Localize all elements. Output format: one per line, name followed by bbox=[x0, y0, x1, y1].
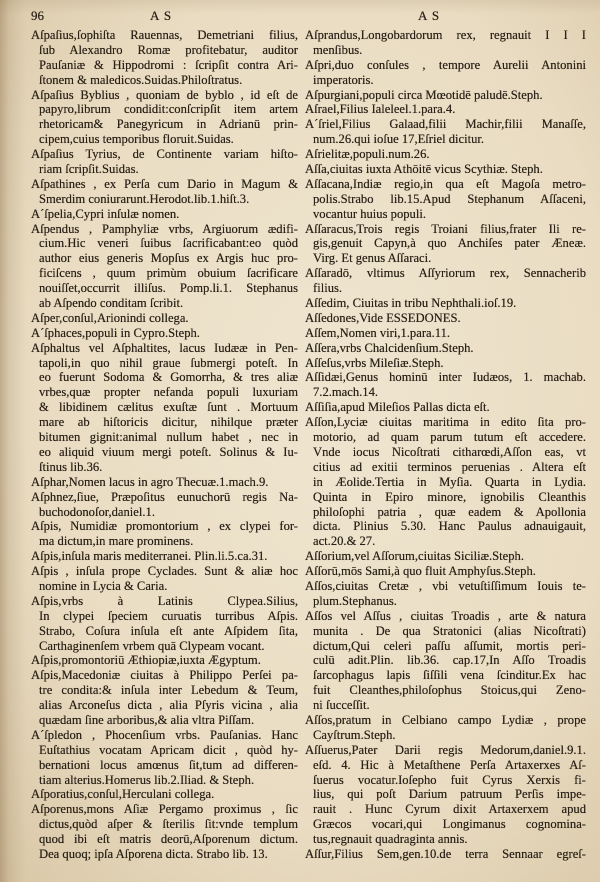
entry-line: Strabo, Coſura inſula eſt ante Aſpidem ſita, bbox=[39, 623, 298, 638]
entry-line: ma dictum,in mare prominens. bbox=[39, 534, 194, 549]
dictionary-entry bbox=[305, 311, 586, 326]
entry-line: in Æolide.Tertia in Myſia. Quarta in Lydia. bbox=[313, 474, 586, 489]
entry-line: vocantur huius populi. bbox=[313, 206, 426, 221]
entry-line: num.26.qui ioſue 17,Eſriel dicitur. bbox=[313, 132, 485, 147]
entry-headline: Aſpaſius,ſophiſta Rauennas, Demetriani filius, bbox=[31, 28, 298, 42]
entry-line: lius, qui poſt Darium patruum Perſis impe- bbox=[313, 787, 586, 802]
entry-line: ſuerus vocatur.Ioſepho fuit Cyrus Xerxis fi- bbox=[313, 772, 586, 787]
dictionary-entry bbox=[31, 594, 298, 654]
dictionary-entry bbox=[31, 653, 298, 668]
entry-line: Cayſtrum.Steph. bbox=[313, 727, 396, 742]
entry-headline: Aſporatius,conſul,Herculani collega. bbox=[31, 787, 215, 802]
entry-headline: Aſrielitæ,populi.num.26. bbox=[305, 147, 430, 162]
entry-line: polis.Strabo lib.15.Apud Stephanum Aſſaceni, bbox=[313, 191, 586, 206]
entry-headline: Aſſos vel Aſſus , ciuitas Troadis , arte & natura bbox=[305, 608, 586, 623]
dictionary-entry bbox=[31, 311, 298, 326]
dictionary-entry bbox=[305, 370, 586, 400]
entry-line: rauit . Hunc Cyrum dixit Artaxerxem apud bbox=[313, 802, 586, 817]
entry-line: mare ab hiſtoricis dicitur, nihilque præter bbox=[39, 415, 298, 430]
dictionary-entry bbox=[31, 326, 298, 341]
dictionary-entry bbox=[305, 579, 586, 609]
entry-line: Euſtathius vocatam Apricam dicit , quòd hy- bbox=[39, 742, 298, 757]
entry-line: quædam ſine arboribus,& alia vltra Piſſam. bbox=[39, 712, 255, 727]
entry-line: tapoli,in quo nihil graue ſubmergi poteſt. In bbox=[39, 355, 298, 370]
dictionary-entry bbox=[31, 177, 298, 207]
entry-headline: Aſſedones,Vide ESSEDONES. bbox=[305, 310, 461, 325]
entry-line: fuit Cleanthes,philoſophus Stoicus,qui Zeno- bbox=[313, 683, 586, 698]
dictionary-entry bbox=[305, 162, 586, 177]
entry-line: tiam alterius.Homerus lib.2.Iliad. & Steph. bbox=[39, 772, 255, 787]
dictionary-entry bbox=[305, 326, 586, 341]
entry-line: Pauſaniæ & Hippodromi : ſcripſit contra Ari- bbox=[39, 57, 298, 72]
entry-line: tus,regnauit quadraginta annis. bbox=[313, 832, 468, 847]
entry-line: papyro,librum condidit:conſcripſit item artem bbox=[39, 102, 298, 117]
running-head-left: A S bbox=[150, 8, 173, 23]
entry-line: ſarcophagus lapis ſiſſili vena ſcinditur.Ex hac bbox=[313, 668, 586, 683]
dictionary-entry bbox=[305, 400, 586, 415]
entry-headline: Aſſon,Lyciæ ciuitas maritima in edito ſita pro- bbox=[305, 415, 586, 430]
dictionary-entry bbox=[31, 728, 298, 788]
dictionary-entry bbox=[305, 222, 586, 267]
dictionary-entry bbox=[305, 147, 586, 162]
running-head-right: A S bbox=[418, 8, 441, 23]
dictionary-entry bbox=[31, 475, 298, 490]
entry-line: gis,genuit Capyn,à quo Anchiſes pater Æneæ. bbox=[313, 236, 586, 251]
entry-line: menſibus. bbox=[313, 42, 363, 57]
entry-line: ſub Alexandro Romæ profitebatur, auditor bbox=[39, 42, 298, 57]
entry-headline: Aſſorū,mōs Sami,à quo fluit Amphyſus.Steph. bbox=[305, 564, 536, 579]
entry-headline: Aſpis, Numidiæ promontorium , ex clypei for- bbox=[31, 519, 298, 534]
entry-line: dictum,Qui celeri paſſu aſſumit, mortis peri- bbox=[313, 638, 586, 653]
dictionary-entry bbox=[305, 341, 586, 356]
entry-line: Dea quoq; ipſa Aſporena dicta. Strabo lib. 13. bbox=[39, 846, 268, 861]
entry-headline: Aſrael,Filius Ialeleel.1.para.4. bbox=[305, 102, 456, 117]
dictionary-entry bbox=[31, 88, 298, 148]
dictionary-entry bbox=[305, 88, 586, 103]
entry-headline: Aſpis , inſula prope Cyclades. Sunt & aliæ hoc bbox=[31, 564, 298, 579]
entry-headline: Aſpaſius Byblius , quoniam de byblo , id eſt de bbox=[31, 87, 298, 102]
entry-line: In clypei ſpeciem curuatis turribus Aſpis. bbox=[39, 608, 298, 623]
entry-line: ſtonem & maledicos.Suidas.Philoſtratus. bbox=[39, 72, 243, 87]
entry-line: riam ſcripſit.Suidas. bbox=[39, 162, 139, 177]
entry-headline: Aſper,conſul,Arionindi collega. bbox=[31, 310, 189, 325]
dictionary-entry bbox=[305, 28, 586, 58]
entry-line: eo fuerunt Sodoma & Gomorrha, & tres aliæ bbox=[39, 370, 298, 385]
entry-line: & libidinem cælitus exuſtæ ſunt . Mortuum bbox=[39, 400, 298, 415]
entry-line: bernationi locus amœnus ſit,tum ad differen- bbox=[39, 757, 298, 772]
dictionary-entry bbox=[305, 564, 586, 579]
dictionary-entry bbox=[31, 147, 298, 177]
entry-headline: Aſſuerus,Pater Darii regis Medorum,daniel.9.1. bbox=[305, 742, 586, 757]
dictionary-entry bbox=[31, 222, 298, 311]
entry-headline: A´ſpledon , Phocenſium vrbs. Pauſanias. Hanc bbox=[31, 727, 298, 742]
entry-line: eſd. 4. Hic à Metaſthene Perſa Artaxerxes Aſ- bbox=[313, 757, 586, 772]
dictionary-entry bbox=[305, 117, 586, 147]
entry-line: dictus,quòd aſper & ſterilis ſit:vnde templum bbox=[39, 817, 298, 832]
entry-headline: Aſſos,pratum in Celbiano campo Lydiæ , prope bbox=[305, 712, 586, 727]
entry-line: Græcos vocari,qui Longimanus cognomina- bbox=[313, 817, 586, 832]
entry-headline: Aſſidæi,Genus hominū inter Iudæos, 1. machab. bbox=[305, 370, 586, 385]
dictionary-entry bbox=[305, 266, 586, 296]
entry-line: eo aliquid viuum mergi poteſt. Solinus & Iu- bbox=[39, 444, 298, 459]
dictionary-entry bbox=[31, 341, 298, 475]
entry-headline: Aſpis,vrbs à Latinis Clypea.Silius, bbox=[31, 593, 298, 608]
entry-headline: Aſpis,promontoriū Æthiopiæ,iuxta Ægyptum. bbox=[31, 653, 261, 668]
dictionary-entry bbox=[305, 847, 586, 862]
entry-line: Smerdim coniurarunt.Herodot.lib.1.hiſt.3. bbox=[39, 191, 250, 206]
entry-headline: Aſſaracus,Trois regis Troiani filius,frater Ili re- bbox=[305, 221, 586, 236]
entry-line: culū adit.Plin. lib.36. cap.17,In Aſſo Troadis bbox=[313, 653, 586, 668]
entry-line: 7.2.mach.14. bbox=[313, 385, 379, 400]
entry-line: Carthaginenſem vrbem quā Clypeam vocant. bbox=[39, 638, 265, 653]
entry-headline: Aſpis,inſula maris mediterranei. Plin.li.5.ca.31. bbox=[31, 549, 268, 564]
entry-headline: Aſſorium,vel Aſſorum,ciuitas Siciliæ.Steph. bbox=[305, 549, 524, 564]
entry-headline: Aſſur,Filius Sem,gen.10.de terra Sennaar egreſ- bbox=[305, 846, 586, 861]
entry-headline: Aſpri,duo conſules , tempore Aurelii Antonini bbox=[305, 57, 586, 72]
entry-headline: Aſphaltus vel Aſphaltites, lacus Iudææ in Pen- bbox=[31, 340, 298, 355]
dictionary-entry bbox=[305, 415, 586, 549]
dictionary-entry bbox=[305, 102, 586, 117]
entry-line: buchodonoſor,daniel.1. bbox=[39, 504, 155, 519]
dictionary-entry bbox=[305, 58, 586, 88]
entry-line: philoſophi patria , quæ eadem & Apollonia bbox=[313, 504, 586, 519]
dictionary-entry bbox=[305, 549, 586, 564]
entry-line: imperatoris. bbox=[313, 72, 374, 87]
entry-headline: Aſphnez,ſiue, Præpoſitus eunuchorū regis Na- bbox=[31, 489, 298, 504]
dictionary-entry bbox=[31, 564, 298, 594]
entry-line: ab Aſpendo conditam ſcribit. bbox=[39, 296, 184, 311]
entry-line: ficiſcens , quum primùm obuium ſacrificare bbox=[39, 266, 298, 281]
entry-headline: Aſpaſius Tyrius, de Continente variam hiſto- bbox=[31, 147, 298, 162]
entry-line: dicta. Plinius 5.30. Hanc Paulus adnauigauit, bbox=[313, 519, 586, 534]
dictionary-entry bbox=[305, 713, 586, 743]
entry-line: nouiſſet,occurrit illiſus. Pomp.li.1. Stephanus bbox=[39, 281, 298, 296]
entry-line: munita . De qua Stratonici (alias Nicoſtrati) bbox=[313, 623, 586, 638]
entry-headline: A´ſphaces,populi in Cypro.Steph. bbox=[31, 325, 200, 340]
entry-headline: Aſpurgiani,populi circa Mœotidē paludē.Steph. bbox=[305, 87, 543, 102]
entry-headline: Aſſaradō, vltimus Aſſyriorum rex, Sennacherib bbox=[305, 266, 586, 281]
entry-line: quod ibi eſt matris deorū,Aſporenum dictum. bbox=[39, 832, 298, 847]
entry-line: tre condita:& inſula inter Lebedum & Teum, bbox=[39, 683, 298, 698]
entry-line: bitumen gignit:animal nullum habet , nec in bbox=[39, 430, 298, 445]
entry-line: Quinta in Epiro minore, ignobilis Cleanthis bbox=[313, 489, 586, 504]
dictionary-entry bbox=[31, 668, 298, 728]
dictionary-entry bbox=[31, 787, 298, 802]
dictionary-entry bbox=[305, 296, 586, 311]
entry-headline: Aſpendus , Pamphyliæ vrbs, Argiuorum ædifi- bbox=[31, 221, 298, 236]
entry-line: author eius generis Mopſus ex Argis huc pro- bbox=[39, 251, 298, 266]
dictionary-entry bbox=[31, 28, 298, 88]
entry-line: rhetoricam& Panegyricum in Adrianū prin- bbox=[39, 117, 298, 132]
entry-line: cium.Hic veneri ſuibus ſacrificabant:eo quòd bbox=[39, 236, 298, 251]
entry-headline: Aſſem,Nomen viri,1.para.11. bbox=[305, 325, 451, 340]
dictionary-entry bbox=[305, 177, 586, 222]
entry-headline: Aſſacana,Indiæ regio,in qua eſt Magoſa metro- bbox=[305, 176, 586, 191]
entry-headline: Aſſiſia,apud Mileſios Pallas dicta eſt. bbox=[305, 400, 490, 415]
dictionary-entry bbox=[305, 356, 586, 371]
entry-headline: Aſſedim, Ciuitas in tribu Nephthali.ioſ.19. bbox=[305, 296, 517, 311]
entry-line: plum.Stephanus. bbox=[313, 593, 397, 608]
entry-headline: Aſphar,Nomen lacus in agro Thecuæ.1.mach.9. bbox=[31, 474, 269, 489]
entry-headline: Aſpathines , ex Perſa cum Dario in Magum & bbox=[31, 176, 298, 191]
entry-line: act.20.& 27. bbox=[313, 534, 376, 549]
entry-headline: Aſſera,vrbs Chalcidenſium.Steph. bbox=[305, 340, 474, 355]
entry-line: alias Arconeſus dicta , alia Pſyris vicina , alia bbox=[39, 698, 298, 713]
dictionary-entry bbox=[31, 207, 298, 222]
dictionary-entry bbox=[31, 490, 298, 520]
dictionary-entry bbox=[31, 549, 298, 564]
entry-headline: Aſporenus,mons Aſiæ Pergamo proximus , ſic bbox=[31, 802, 298, 817]
dictionary-entry bbox=[31, 802, 298, 862]
page-number: 96 bbox=[31, 8, 44, 23]
dictionary-entry bbox=[31, 519, 298, 549]
entry-headline: Aſſa,ciuitas iuxta Athōitē vicus Scythiæ. Steph. bbox=[305, 162, 543, 177]
right-column bbox=[305, 28, 586, 862]
entry-line: nomine in Lycia & Caria. bbox=[39, 578, 168, 593]
left-column bbox=[31, 28, 298, 862]
dictionary-entry bbox=[305, 609, 586, 713]
entry-headline: A´ſriel,Filius Galaad,filii Machir,filii Manaſſe, bbox=[305, 117, 586, 132]
entry-line: vrbes,quæ propter nefanda populi luxuriam bbox=[39, 385, 298, 400]
entry-line: filius. bbox=[313, 281, 343, 296]
entry-line: citius ad exitii terminos peruenias . Altera eſt bbox=[313, 459, 586, 474]
entry-line: motorio, ad quam parum tutum eſt accedere. bbox=[313, 430, 586, 445]
entry-headline: Aſſos,ciuitas Cretæ , vbi vetuſtiſſimum Iouis te- bbox=[305, 578, 586, 593]
entry-line: ni ſucceſſit. bbox=[313, 698, 370, 713]
entry-line: ſtinus lib.36. bbox=[39, 459, 103, 474]
dictionary-entry bbox=[305, 743, 586, 847]
entry-line: Virg. Et genus Aſſaraci. bbox=[313, 251, 432, 266]
entry-headline: Aſſeſus,vrbs Mileſiæ.Steph. bbox=[305, 355, 444, 370]
entry-line: cipem,cuius temporibus floruit.Suidas. bbox=[39, 132, 234, 147]
entry-headline: A´ſpelia,Cypri inſulæ nomen. bbox=[31, 206, 180, 221]
entry-line: Vnde iocus Nicoſtrati citharœdi,Aſſon eas, vt bbox=[313, 444, 586, 459]
entry-headline: Aſpis,Macedoniæ ciuitas à Philippo Perſei pa- bbox=[31, 668, 298, 683]
entry-headline: Aſprandus,Longobardorum rex, regnauit I I I bbox=[305, 28, 586, 42]
